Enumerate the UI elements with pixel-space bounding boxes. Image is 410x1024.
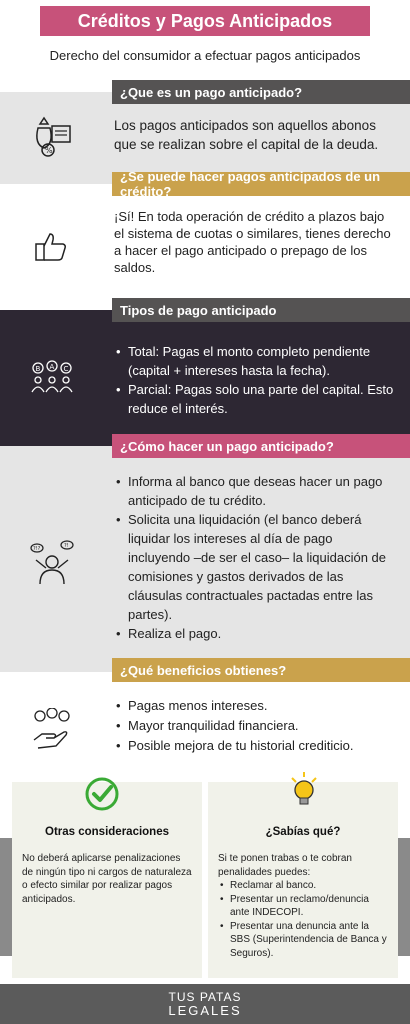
card-list [208, 879, 398, 960]
section-text-2: ¡Sí! En toda operación de crédito a plazos bajo el sistema de cuotas o similares, tienes derecho a hacer el pago anticipado o prepago de los saldos. [114, 209, 391, 275]
card-other-considerations [12, 782, 202, 978]
confused-person-icon [30, 540, 74, 584]
card-title: ¿Sabías qué? [265, 826, 341, 838]
svg-text:%: % [45, 146, 53, 155]
svg-text:B: B [35, 365, 41, 373]
list-item: • Presentar una denuncia ante la SBS (Superintendencia de Banca y Seguros). [218, 920, 388, 961]
left-edge-bar [0, 838, 12, 956]
section-heading-2: ¿Se puede hacer pagos anticipados de un crédito? [112, 172, 410, 196]
right-edge-bar [398, 838, 410, 956]
section-list-4 [114, 472, 396, 643]
money-bag-icon [30, 114, 74, 158]
section-heading-1: ¿Que es un pago anticipado? [112, 80, 410, 104]
hand-coins-icon [30, 708, 74, 752]
list-item: • Mayor tranquilidad financiera. [114, 716, 396, 736]
list-item: • Reclamar al banco. [218, 879, 388, 893]
section-list-3 [114, 342, 396, 418]
page-title: Créditos y Pagos Anticipados [77, 10, 333, 31]
svg-text:C: C [63, 365, 69, 373]
thumbs-up-icon [30, 226, 74, 270]
checkmark-icon [84, 776, 120, 812]
list-item: • Realiza el pago. [114, 624, 396, 643]
section-heading-3: Tipos de pago anticipado [112, 298, 410, 322]
lightbulb-icon [288, 772, 320, 812]
card-title: Otras consideraciones [45, 826, 169, 838]
card-intro: Si te ponen trabas o te cobran penalidades puedes: [218, 853, 352, 878]
section-text-1: Los pagos anticipados son aquellos abonos que se realizan sobre el capital de la deuda. [114, 118, 379, 152]
svg-text:A: A [49, 363, 55, 371]
section-heading-5: ¿Qué beneficios obtienes? [112, 658, 410, 682]
list-item: • Solicita una liquidación (el banco deberá liquidar los intereses al día de pago incluyendo –de ser el caso– la liquidación de comisiones y gastos derivados de las cláusulas contractuales pactadas entre las partes). [114, 510, 396, 624]
card-text: No deberá aplicarse penalizaciones de ningún tipo ni cargos de naturaleza o efecto similar por realizar pagos anticipados. [22, 853, 192, 905]
list-item: • Pagas menos intereses. [114, 696, 396, 716]
list-item: • Posible mejora de tu historial crediticio. [114, 736, 396, 756]
list-item: • Total: Pagas el monto completo pendiente (capital + intereses hasta la fecha). [114, 342, 396, 380]
section-list-5 [114, 696, 396, 756]
title-banner [40, 6, 370, 36]
section-heading-4: ¿Cómo hacer un pago anticipado? [112, 434, 410, 458]
list-item: • Presentar un reclamo/denuncia ante INDECOPI. [218, 893, 388, 920]
list-item: • Parcial: Pagas solo una parte del capital. Esto reduce el interés. [114, 380, 396, 418]
footer-logo [0, 984, 410, 1024]
footer-line-2: LEGALES [168, 1002, 242, 1018]
svg-text:?!: ?! [64, 543, 69, 549]
svg-text:?!?: ?!? [33, 546, 41, 552]
page-subtitle: Derecho del consumidor a efectuar pagos anticipados [49, 48, 361, 63]
list-item: • Informa al banco que deseas hacer un pago anticipado de tu crédito. [114, 472, 396, 510]
people-options-icon [30, 356, 74, 400]
card-did-you-know [208, 782, 398, 978]
footer-line-1: TUS PATAS [168, 989, 242, 1004]
